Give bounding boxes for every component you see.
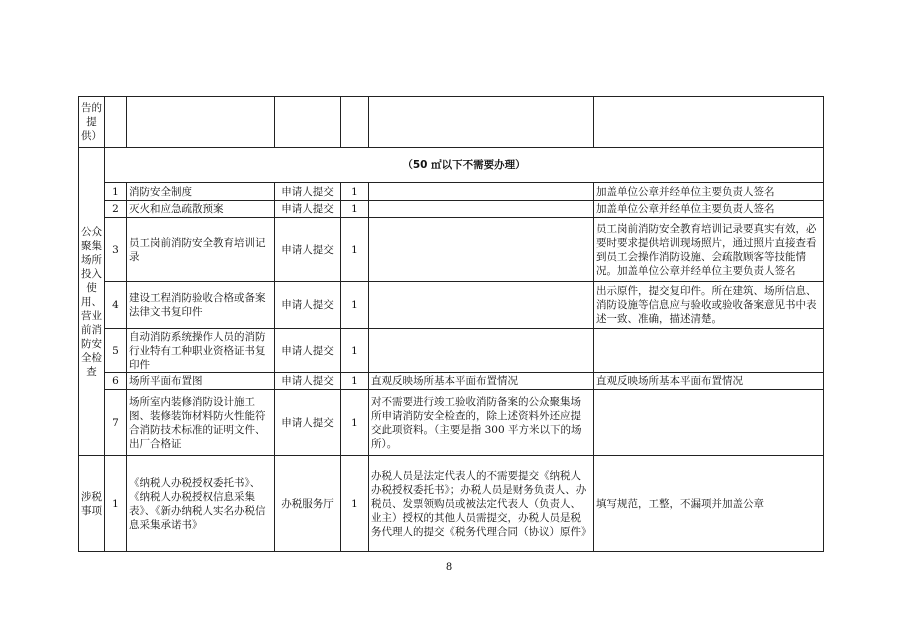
table-row-top (79, 97, 824, 148)
row-number: 5 (105, 329, 127, 373)
material-note (369, 282, 594, 329)
material-count: 1 (341, 456, 369, 552)
material-requirement: 填写规范，工整，不漏项并加盖公章 (594, 456, 824, 552)
material-name: 灭火和应急疏散预案 (127, 201, 275, 218)
material-name: 《纳税人办税授权委托书》、《纳税人办税授权信息采集表》、《新办纳税人实名办税信息采集承诺书》 (127, 456, 275, 552)
row-number: 7 (105, 390, 127, 456)
material-source: 申请人提交 (275, 183, 341, 201)
material-name: 自动消防系统操作人员的消防行业特有工种职业资格证书复印件 (127, 329, 275, 373)
table-row (79, 329, 824, 373)
table-row (79, 282, 824, 329)
material-count: 1 (341, 218, 369, 282)
materials-table (78, 96, 824, 552)
material-name: 场所平面布置图 (127, 373, 275, 390)
material-source: 申请人提交 (275, 282, 341, 329)
category-cell-tax: 涉税事项 (79, 456, 105, 552)
material-note (369, 201, 594, 218)
material-name: 场所室内装修消防设计施工图、装修装饰材料防火性能符合消防技术标准的证明文件、出厂合格证 (127, 390, 275, 456)
material-source: 申请人提交 (275, 218, 341, 282)
material-note (369, 218, 594, 282)
material-source: 办税服务厅 (275, 456, 341, 552)
material-note: 办税人员是法定代表人的不需要提交《纳税人办税授权委托书》；办税人员是财务负责人、办税员、发票领购员或被法定代表人（负责人、业主）授权的其他人员需提交，办税人员是税务代理人的提交《税务代理合同（协议）原件》 (369, 456, 594, 552)
material-requirement (594, 329, 824, 373)
table-row (79, 183, 824, 201)
category-cell-top: 告的提供） (79, 97, 105, 148)
row-number: 1 (105, 456, 127, 552)
material-note (369, 329, 594, 373)
table-row (79, 218, 824, 282)
material-count: 1 (341, 329, 369, 373)
material-requirement (594, 390, 824, 456)
material-source: 申请人提交 (275, 390, 341, 456)
section-banner-row (79, 148, 824, 183)
material-requirement: 加盖单位公章并经单位主要负责人签名 (594, 201, 824, 218)
material-note: 直观反映场所基本平面布置情况 (369, 373, 594, 390)
material-requirement: 加盖单位公章并经单位主要负责人签名 (594, 183, 824, 201)
material-count: 1 (341, 201, 369, 218)
material-count: 1 (341, 282, 369, 329)
table-row (79, 373, 824, 390)
row-number: 6 (105, 373, 127, 390)
material-note (369, 183, 594, 201)
page-number: 8 (445, 562, 453, 573)
section-banner: （50 ㎡以下不需要办理） (105, 148, 824, 183)
material-name: 消防安全制度 (127, 183, 275, 201)
material-note: 对不需要进行竣工验收消防备案的公众聚集场所申请消防安全检查的，除上述资料外还应提交此项资料。（主要是指 300 平方米以下的场所）。 (369, 390, 594, 456)
material-source: 申请人提交 (275, 373, 341, 390)
row-number: 3 (105, 218, 127, 282)
material-count: 1 (341, 390, 369, 456)
row-number: 4 (105, 282, 127, 329)
material-requirement: 直观反映场所基本平面布置情况 (594, 373, 824, 390)
row-number: 2 (105, 201, 127, 218)
table-row (79, 456, 824, 552)
material-source: 申请人提交 (275, 201, 341, 218)
material-requirement: 出示原件，提交复印件。所在建筑、场所信息、消防设施等信息应与验收或验收备案意见书中表述一致、准确，描述清楚。 (594, 282, 824, 329)
material-name: 员工岗前消防安全教育培训记录 (127, 218, 275, 282)
material-count: 1 (341, 183, 369, 201)
material-requirement: 员工岗前消防安全教育培训记录要真实有效，必要时要求提供培训现场照片，通过照片直接查看到员工会操作消防设施、会疏散顾客等技能情况。加盖单位公章并经单位主要负责人签名 (594, 218, 824, 282)
table-row (79, 390, 824, 456)
material-count: 1 (341, 373, 369, 390)
table-row (79, 201, 824, 218)
material-source: 申请人提交 (275, 329, 341, 373)
category-cell-fire: 公众聚集场所投入使用、营业前消防安全检查 (79, 148, 105, 456)
material-name: 建设工程消防验收合格或备案法律文书复印件 (127, 282, 275, 329)
row-number: 1 (105, 183, 127, 201)
